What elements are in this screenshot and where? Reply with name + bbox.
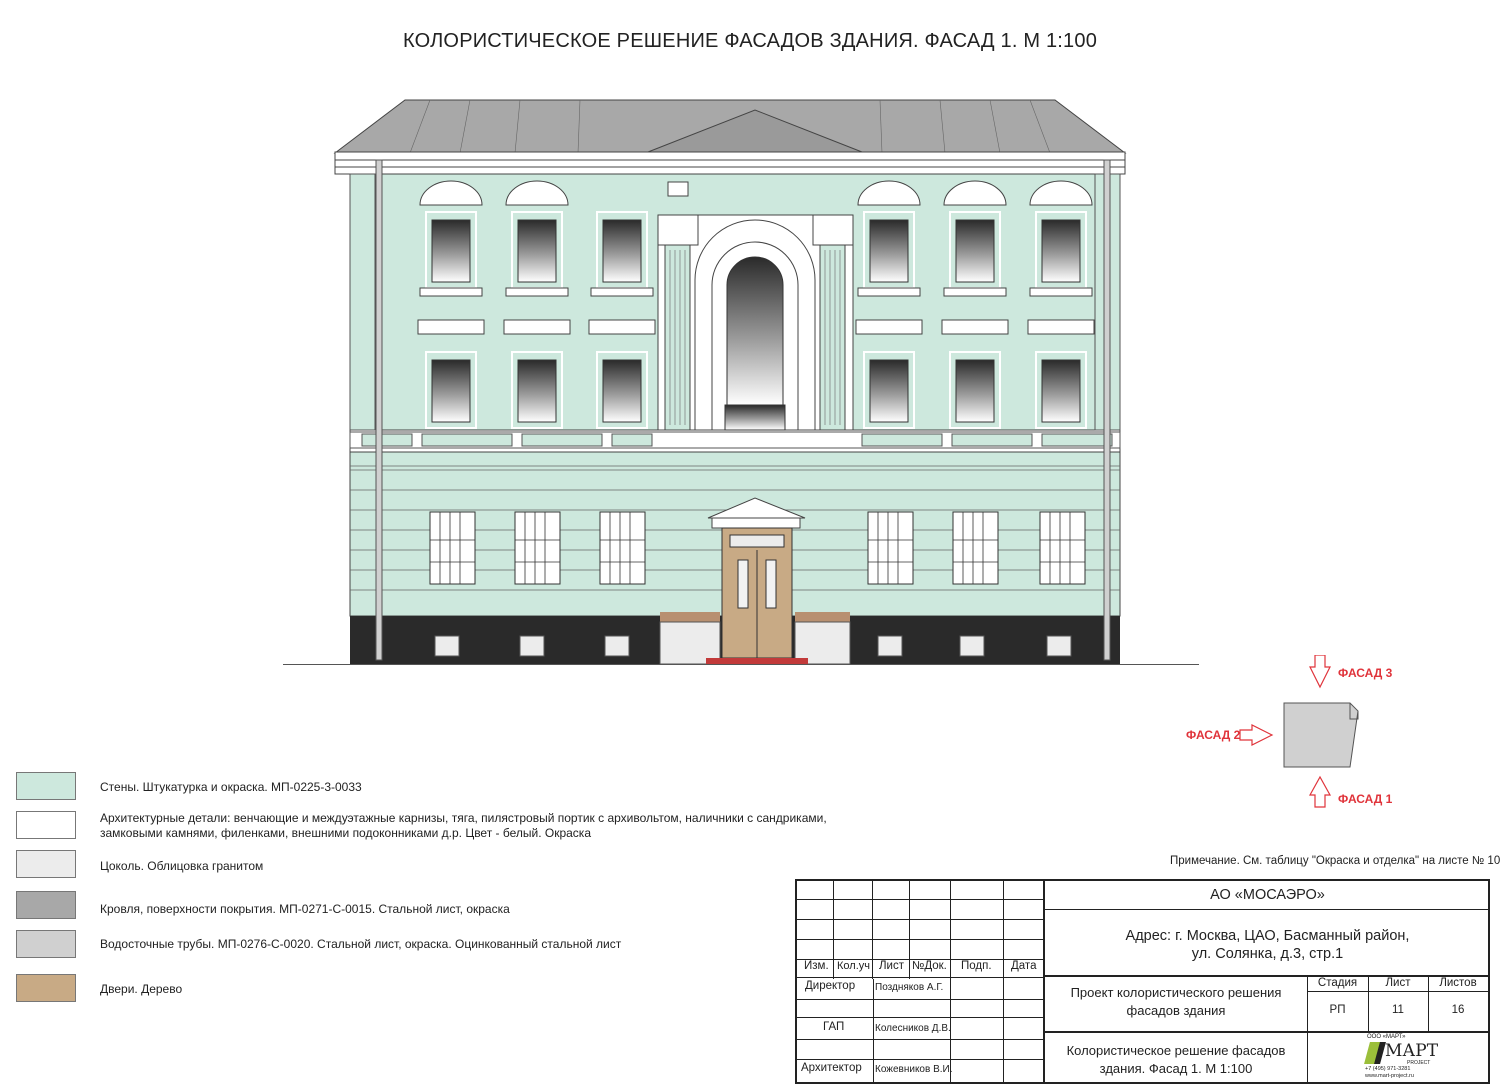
stage-label: Стадия bbox=[1317, 977, 1358, 989]
sheet-label: Лист bbox=[1385, 977, 1411, 989]
swatch-details bbox=[16, 811, 76, 839]
legend-text-drainpipes: Водосточные трубы. МП-0276-С-0020. Стальной лист, окраска. Оцинкованный стальной лист bbox=[100, 937, 622, 951]
label-facade1: ФАСАД 1 bbox=[1338, 792, 1393, 806]
legend-text-details: Архитектурные детали: венчающие и междуэтажные карнизы, тяга, пилястровый портик с архивольтом, наличники с сандриками, bbox=[100, 811, 827, 825]
ground-line bbox=[283, 664, 1199, 665]
swatch-doors bbox=[16, 974, 76, 1002]
company-name: АО «МОСАЭРО» bbox=[1210, 887, 1325, 903]
legend-text-walls: Стены. Штукатурка и окраска. МП-0225-3-0033 bbox=[100, 780, 362, 794]
arched-window bbox=[727, 257, 783, 405]
key-plan-building bbox=[1284, 703, 1358, 767]
drawing-line1: Колористическое решение фасадов bbox=[1066, 1043, 1286, 1058]
main-cornice bbox=[335, 152, 1125, 174]
logo-text: МАРТ bbox=[1385, 1041, 1439, 1061]
drawing-title: КОЛОРИСТИЧЕСКОЕ РЕШЕНИЕ ФАСАДОВ ЗДАНИЯ. ФАСАД 1. М 1:100 bbox=[402, 30, 1098, 52]
key-plan bbox=[1180, 655, 1420, 815]
drainpipe-right bbox=[1104, 160, 1110, 660]
header-kol: Кол.уч bbox=[837, 960, 870, 972]
header-list: Лист bbox=[879, 960, 904, 972]
role-director: Директор bbox=[805, 980, 856, 992]
title-block bbox=[795, 879, 1490, 1084]
role-gap: ГАП bbox=[823, 1021, 845, 1033]
legend-text-plinth: Цоколь. Облицовка гранитом bbox=[100, 859, 264, 873]
stage-value: РП bbox=[1329, 1004, 1346, 1016]
arrow-facade1 bbox=[1310, 777, 1330, 807]
company-logo: ООО «МАРТ» МАРТ PROJECT +7 (495) 971-3281 www.mart-project.ru bbox=[1365, 1034, 1439, 1079]
name-director: Поздняков А.Г. bbox=[875, 982, 944, 993]
address-line2: ул. Солянка, д.3, стр.1 bbox=[1191, 946, 1344, 962]
legend-text-details-2: замковыми камнями, филенками, внешними подоконниками д.р. Цвет - белый. Окраска bbox=[100, 826, 591, 840]
header-date: Дата bbox=[1011, 960, 1037, 972]
address-line1: Адрес: г. Москва, ЦАО, Басманный район, bbox=[1125, 928, 1410, 944]
header-izm: Изм. bbox=[804, 960, 829, 972]
name-architect: Кожевников В.И. bbox=[875, 1064, 953, 1075]
note: Примечание. См. таблицу "Окраска и отделка" на листе № 10 bbox=[1170, 855, 1500, 867]
swatch-drainpipes bbox=[16, 930, 76, 958]
name-gap: Колесников Д.В. bbox=[875, 1023, 951, 1034]
arrow-facade3 bbox=[1310, 655, 1330, 687]
legend-text-doors: Двери. Дерево bbox=[100, 982, 183, 996]
drawing-line2: здания. Фасад 1. М 1:100 bbox=[1099, 1061, 1253, 1076]
sheet-value: 11 bbox=[1392, 1004, 1404, 1016]
swatch-roof bbox=[16, 891, 76, 919]
sheets-label: Листов bbox=[1439, 977, 1477, 989]
facade-drawing bbox=[280, 95, 1140, 675]
label-facade2: ФАСАД 2 bbox=[1186, 728, 1241, 742]
header-podp: Подп. bbox=[961, 960, 992, 972]
legend-text-roof: Кровля, поверхности покрытия. МП-0271-С-0015. Стальной лист, окраска bbox=[100, 902, 510, 916]
project-line2: фасадов здания bbox=[1126, 1003, 1226, 1018]
label-facade3: ФАСАД 3 bbox=[1338, 666, 1393, 680]
header-doc: №Док. bbox=[912, 960, 947, 972]
role-architect: Архитектор bbox=[801, 1062, 862, 1074]
project-line1: Проект колористического решения bbox=[1070, 985, 1282, 1000]
sheets-value: 16 bbox=[1451, 1004, 1465, 1016]
arrow-facade2 bbox=[1240, 725, 1272, 745]
drainpipe-left bbox=[376, 160, 382, 660]
swatch-plinth bbox=[16, 850, 76, 878]
swatch-walls bbox=[16, 772, 76, 800]
